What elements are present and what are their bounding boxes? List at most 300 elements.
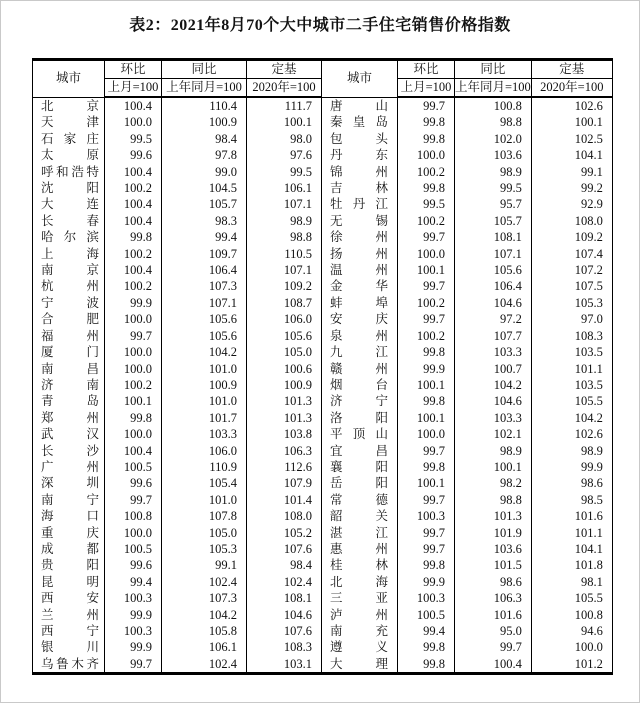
header-city-left: 城市 [33,60,105,98]
value-cell: 100.0 [105,311,162,327]
value-cell: 99.8 [398,639,455,655]
value-cell: 103.3 [455,344,532,360]
value-cell: 95.0 [455,623,532,639]
table-title: 表2：2021年8月70个大中城市二手住宅销售价格指数 [129,17,511,34]
value-cell: 106.4 [455,278,532,294]
city-name: 平顶山 [330,427,388,442]
city-cell [33,295,105,311]
value-cell: 105.7 [162,196,247,212]
table-row [33,114,613,130]
city-cell [33,311,105,327]
city-cell [322,164,398,180]
value-cell: 99.8 [398,656,455,674]
city-cell [322,574,398,590]
subheader-fixed-base-left: 2020年=100 [247,79,322,98]
value-cell: 100.0 [105,426,162,442]
value-cell: 100.3 [105,590,162,606]
city-name: 安庆 [330,312,388,327]
table-row [33,262,613,278]
value-cell: 105.3 [162,541,247,557]
value-cell: 99.7 [398,229,455,245]
value-cell: 99.7 [455,639,532,655]
city-cell [322,147,398,163]
value-cell: 100.1 [398,377,455,393]
table-row [33,492,613,508]
value-cell: 108.0 [531,213,612,229]
city-cell [322,246,398,262]
value-cell: 98.5 [531,492,612,508]
value-cell: 105.8 [162,623,247,639]
value-cell: 107.1 [162,295,247,311]
city-cell [33,475,105,491]
value-cell: 97.0 [531,311,612,327]
value-cell: 100.4 [105,196,162,212]
value-cell: 107.3 [162,590,247,606]
value-cell: 107.6 [247,623,322,639]
city-cell [33,328,105,344]
value-cell: 104.1 [531,147,612,163]
value-cell: 102.4 [247,574,322,590]
value-cell: 99.1 [162,557,247,573]
city-name: 泸州 [330,607,388,622]
value-cell: 102.4 [162,656,247,674]
city-name: 南充 [330,624,388,638]
value-cell: 100.1 [105,393,162,409]
city-name: 太原 [41,148,99,163]
value-cell: 99.7 [398,97,455,114]
value-cell: 99.6 [105,557,162,573]
city-cell [322,97,398,114]
value-cell: 98.1 [531,574,612,590]
city-name: 乌鲁木齐 [41,656,99,671]
value-cell: 100.0 [398,246,455,262]
value-cell: 105.0 [162,525,247,541]
value-cell: 101.3 [455,508,532,524]
value-cell: 100.4 [105,97,162,114]
value-cell: 101.3 [247,410,322,426]
value-cell: 100.4 [105,443,162,459]
city-name: 唐山 [330,98,388,113]
city-cell [322,328,398,344]
value-cell: 98.9 [455,443,532,459]
city-name: 杭州 [41,279,99,294]
table-row [33,295,613,311]
value-cell: 99.9 [105,607,162,623]
value-cell: 100.1 [398,262,455,278]
header-mom-right: 环比 [398,60,455,79]
table-row [33,410,613,426]
city-name: 桂林 [330,558,388,573]
value-cell: 99.8 [398,393,455,409]
value-cell: 99.9 [105,639,162,655]
city-name: 西宁 [41,624,99,638]
city-cell [33,492,105,508]
city-name: 扬州 [330,246,388,261]
value-cell: 107.8 [162,508,247,524]
value-cell: 105.5 [531,393,612,409]
value-cell: 99.7 [398,541,455,557]
city-cell [33,623,105,639]
value-cell: 101.8 [531,557,612,573]
table-row [33,229,613,245]
value-cell: 100.9 [162,377,247,393]
city-name: 宜昌 [330,443,388,458]
value-cell: 99.5 [398,196,455,212]
value-cell: 107.9 [247,475,322,491]
value-cell: 101.0 [162,361,247,377]
header-fixedbase-right: 定基 [531,60,612,79]
value-cell: 104.2 [455,377,532,393]
city-cell [33,393,105,409]
value-cell: 106.0 [162,443,247,459]
table-row [33,311,613,327]
value-cell: 105.6 [455,262,532,278]
city-name: 遵义 [330,640,388,655]
city-name: 丹东 [330,148,388,163]
city-name: 宁波 [41,295,99,310]
city-name: 石家庄 [41,131,99,146]
city-name: 北京 [41,98,99,113]
value-cell: 101.1 [531,525,612,541]
value-cell: 99.8 [105,229,162,245]
city-cell [322,377,398,393]
value-cell: 102.6 [531,426,612,442]
value-cell: 99.4 [105,574,162,590]
table-row [33,426,613,442]
city-name: 海口 [41,509,99,524]
city-cell [33,607,105,623]
table-row [33,393,613,409]
table-row [33,475,613,491]
city-name: 泉州 [330,328,388,343]
value-cell: 95.7 [455,196,532,212]
city-name: 兰州 [41,607,99,622]
value-cell: 99.9 [398,361,455,377]
table-row [33,246,613,262]
city-name: 岳阳 [330,476,388,491]
city-cell [322,475,398,491]
city-name: 吉林 [330,181,388,196]
value-cell: 111.7 [247,97,322,114]
value-cell: 98.9 [455,164,532,180]
value-cell: 98.6 [531,475,612,491]
value-cell: 98.0 [247,131,322,147]
value-cell: 100.4 [105,164,162,180]
city-cell [322,295,398,311]
city-cell [33,164,105,180]
city-cell [322,196,398,212]
value-cell: 104.5 [162,180,247,196]
value-cell: 99.8 [398,459,455,475]
value-cell: 102.4 [162,574,247,590]
value-cell: 105.6 [247,328,322,344]
city-name: 九江 [330,345,388,360]
value-cell: 101.0 [162,492,247,508]
value-cell: 110.9 [162,459,247,475]
value-cell: 99.9 [531,459,612,475]
value-cell: 100.1 [247,114,322,130]
value-cell: 100.3 [105,623,162,639]
value-cell: 99.2 [531,180,612,196]
value-cell: 101.4 [247,492,322,508]
value-cell: 99.7 [398,278,455,294]
value-cell: 108.0 [247,508,322,524]
value-cell: 98.4 [162,131,247,147]
value-cell: 103.5 [531,344,612,360]
city-cell [33,656,105,674]
city-name: 深圳 [41,476,99,491]
value-cell: 101.2 [531,656,612,674]
city-cell [33,541,105,557]
value-cell: 99.6 [105,475,162,491]
value-cell: 99.4 [398,623,455,639]
value-cell: 110.5 [247,246,322,262]
value-cell: 102.6 [531,97,612,114]
city-cell [33,180,105,196]
value-cell: 109.7 [162,246,247,262]
value-cell: 100.2 [398,164,455,180]
city-cell [322,114,398,130]
city-name: 哈尔滨 [41,230,99,245]
city-cell [33,361,105,377]
value-cell: 101.5 [455,557,532,573]
city-name: 三亚 [330,591,388,606]
subheader-mom-base-right: 上月=100 [398,79,455,98]
city-cell [33,508,105,524]
subheader-yoy-base-right: 上年同月=100 [455,79,532,98]
value-cell: 97.2 [455,311,532,327]
value-cell: 100.0 [105,525,162,541]
value-cell: 103.6 [455,147,532,163]
value-cell: 105.6 [162,328,247,344]
city-cell [33,590,105,606]
table-row [33,443,613,459]
value-cell: 100.2 [105,278,162,294]
value-cell: 100.2 [105,377,162,393]
city-name: 合肥 [41,312,99,327]
value-cell: 100.2 [105,180,162,196]
header-fixedbase-left: 定基 [247,60,322,79]
city-cell [322,311,398,327]
value-cell: 99.1 [531,164,612,180]
value-cell: 103.3 [162,426,247,442]
city-name: 济南 [41,377,99,392]
value-cell: 107.1 [247,262,322,278]
city-name: 青岛 [41,394,99,409]
value-cell: 99.6 [105,147,162,163]
city-name: 秦皇岛 [330,115,388,130]
city-cell [322,607,398,623]
value-cell: 99.7 [398,525,455,541]
subheader-fixed-base-right: 2020年=100 [531,79,612,98]
value-cell: 99.8 [398,114,455,130]
value-cell: 105.6 [162,311,247,327]
value-cell: 100.9 [247,377,322,393]
table-row [33,590,613,606]
value-cell: 102.5 [531,131,612,147]
city-name: 赣州 [330,361,388,376]
value-cell: 109.2 [247,278,322,294]
value-cell: 100.5 [105,459,162,475]
value-cell: 100.1 [455,459,532,475]
table-row [33,656,613,674]
value-cell: 98.9 [247,213,322,229]
city-name: 昆明 [41,574,99,589]
city-cell [322,344,398,360]
value-cell: 100.2 [398,213,455,229]
city-cell [322,639,398,655]
city-name: 徐州 [330,230,388,245]
city-cell [33,97,105,114]
value-cell: 105.4 [162,475,247,491]
city-name: 牡丹江 [330,197,388,212]
value-cell: 98.8 [247,229,322,245]
value-cell: 107.1 [247,196,322,212]
city-name: 武汉 [41,427,99,442]
value-cell: 100.5 [398,607,455,623]
value-cell: 108.7 [247,295,322,311]
city-name: 成都 [41,541,99,556]
value-cell: 105.3 [531,295,612,311]
table-row [33,213,613,229]
table-row [33,557,613,573]
city-cell [33,525,105,541]
city-name: 大理 [330,656,388,671]
value-cell: 105.0 [247,344,322,360]
value-cell: 102.1 [455,426,532,442]
city-name: 重庆 [41,525,99,540]
value-cell: 101.0 [162,393,247,409]
value-cell: 104.2 [162,607,247,623]
city-cell [33,229,105,245]
value-cell: 100.0 [105,361,162,377]
city-name: 襄阳 [330,459,388,474]
value-cell: 107.5 [531,278,612,294]
header-yoy-right: 同比 [455,60,532,79]
table-row [33,328,613,344]
city-cell [33,213,105,229]
table-row [33,525,613,541]
value-cell: 100.7 [455,361,532,377]
value-cell: 106.4 [162,262,247,278]
city-name: 湛江 [330,525,388,540]
table-row [33,147,613,163]
city-name: 包头 [330,131,388,146]
city-name: 烟台 [330,377,388,392]
city-name: 北海 [330,574,388,589]
city-name: 福州 [41,328,99,343]
value-cell: 99.8 [398,131,455,147]
value-cell: 99.4 [162,229,247,245]
value-cell: 104.6 [247,607,322,623]
city-cell [322,590,398,606]
value-cell: 105.2 [247,525,322,541]
city-name: 南京 [41,263,99,278]
value-cell: 98.6 [455,574,532,590]
value-cell: 101.9 [455,525,532,541]
city-cell [33,557,105,573]
value-cell: 107.6 [247,541,322,557]
value-cell: 105.7 [455,213,532,229]
city-cell [322,262,398,278]
value-cell: 98.8 [455,114,532,130]
city-cell [322,180,398,196]
value-cell: 107.3 [162,278,247,294]
city-cell [322,443,398,459]
value-cell: 101.6 [531,508,612,524]
value-cell: 101.6 [455,607,532,623]
value-cell: 98.9 [531,443,612,459]
value-cell: 108.3 [247,639,322,655]
city-cell [33,114,105,130]
value-cell: 100.3 [398,508,455,524]
header-yoy-left: 同比 [162,60,247,79]
city-name: 韶关 [330,509,388,524]
city-cell [322,459,398,475]
city-name: 常德 [330,492,388,507]
city-cell [33,344,105,360]
value-cell: 99.7 [398,443,455,459]
city-cell [322,278,398,294]
city-cell [33,262,105,278]
value-cell: 106.3 [247,443,322,459]
city-cell [33,147,105,163]
price-index-table [32,58,613,675]
value-cell: 99.8 [398,344,455,360]
table-row [33,508,613,524]
value-cell: 99.7 [398,492,455,508]
value-cell: 100.0 [531,639,612,655]
value-cell: 99.5 [247,164,322,180]
city-cell [322,426,398,442]
value-cell: 100.2 [105,246,162,262]
city-cell [322,623,398,639]
value-cell: 97.6 [247,147,322,163]
value-cell: 98.3 [162,213,247,229]
value-cell: 104.2 [531,410,612,426]
city-name: 呼和浩特 [41,164,99,179]
city-name: 贵阳 [41,558,99,573]
value-cell: 99.7 [105,328,162,344]
value-cell: 99.7 [105,492,162,508]
value-cell: 107.1 [455,246,532,262]
value-cell: 98.2 [455,475,532,491]
value-cell: 100.3 [398,590,455,606]
value-cell: 99.5 [455,180,532,196]
value-cell: 103.5 [531,377,612,393]
city-name: 惠州 [330,541,388,556]
value-cell: 100.0 [105,114,162,130]
value-cell: 108.3 [531,328,612,344]
value-cell: 107.7 [455,328,532,344]
value-cell: 99.7 [398,311,455,327]
city-cell [322,557,398,573]
value-cell: 100.0 [105,344,162,360]
city-cell [33,459,105,475]
city-name: 长春 [41,213,99,228]
value-cell: 106.1 [247,180,322,196]
city-cell [322,656,398,674]
value-cell: 108.1 [455,229,532,245]
header-city-right: 城市 [322,60,398,98]
city-cell [33,574,105,590]
city-cell [33,410,105,426]
value-cell: 99.9 [105,295,162,311]
city-cell [33,639,105,655]
value-cell: 107.2 [531,262,612,278]
subheader-mom-base-left: 上月=100 [105,79,162,98]
city-cell [322,508,398,524]
